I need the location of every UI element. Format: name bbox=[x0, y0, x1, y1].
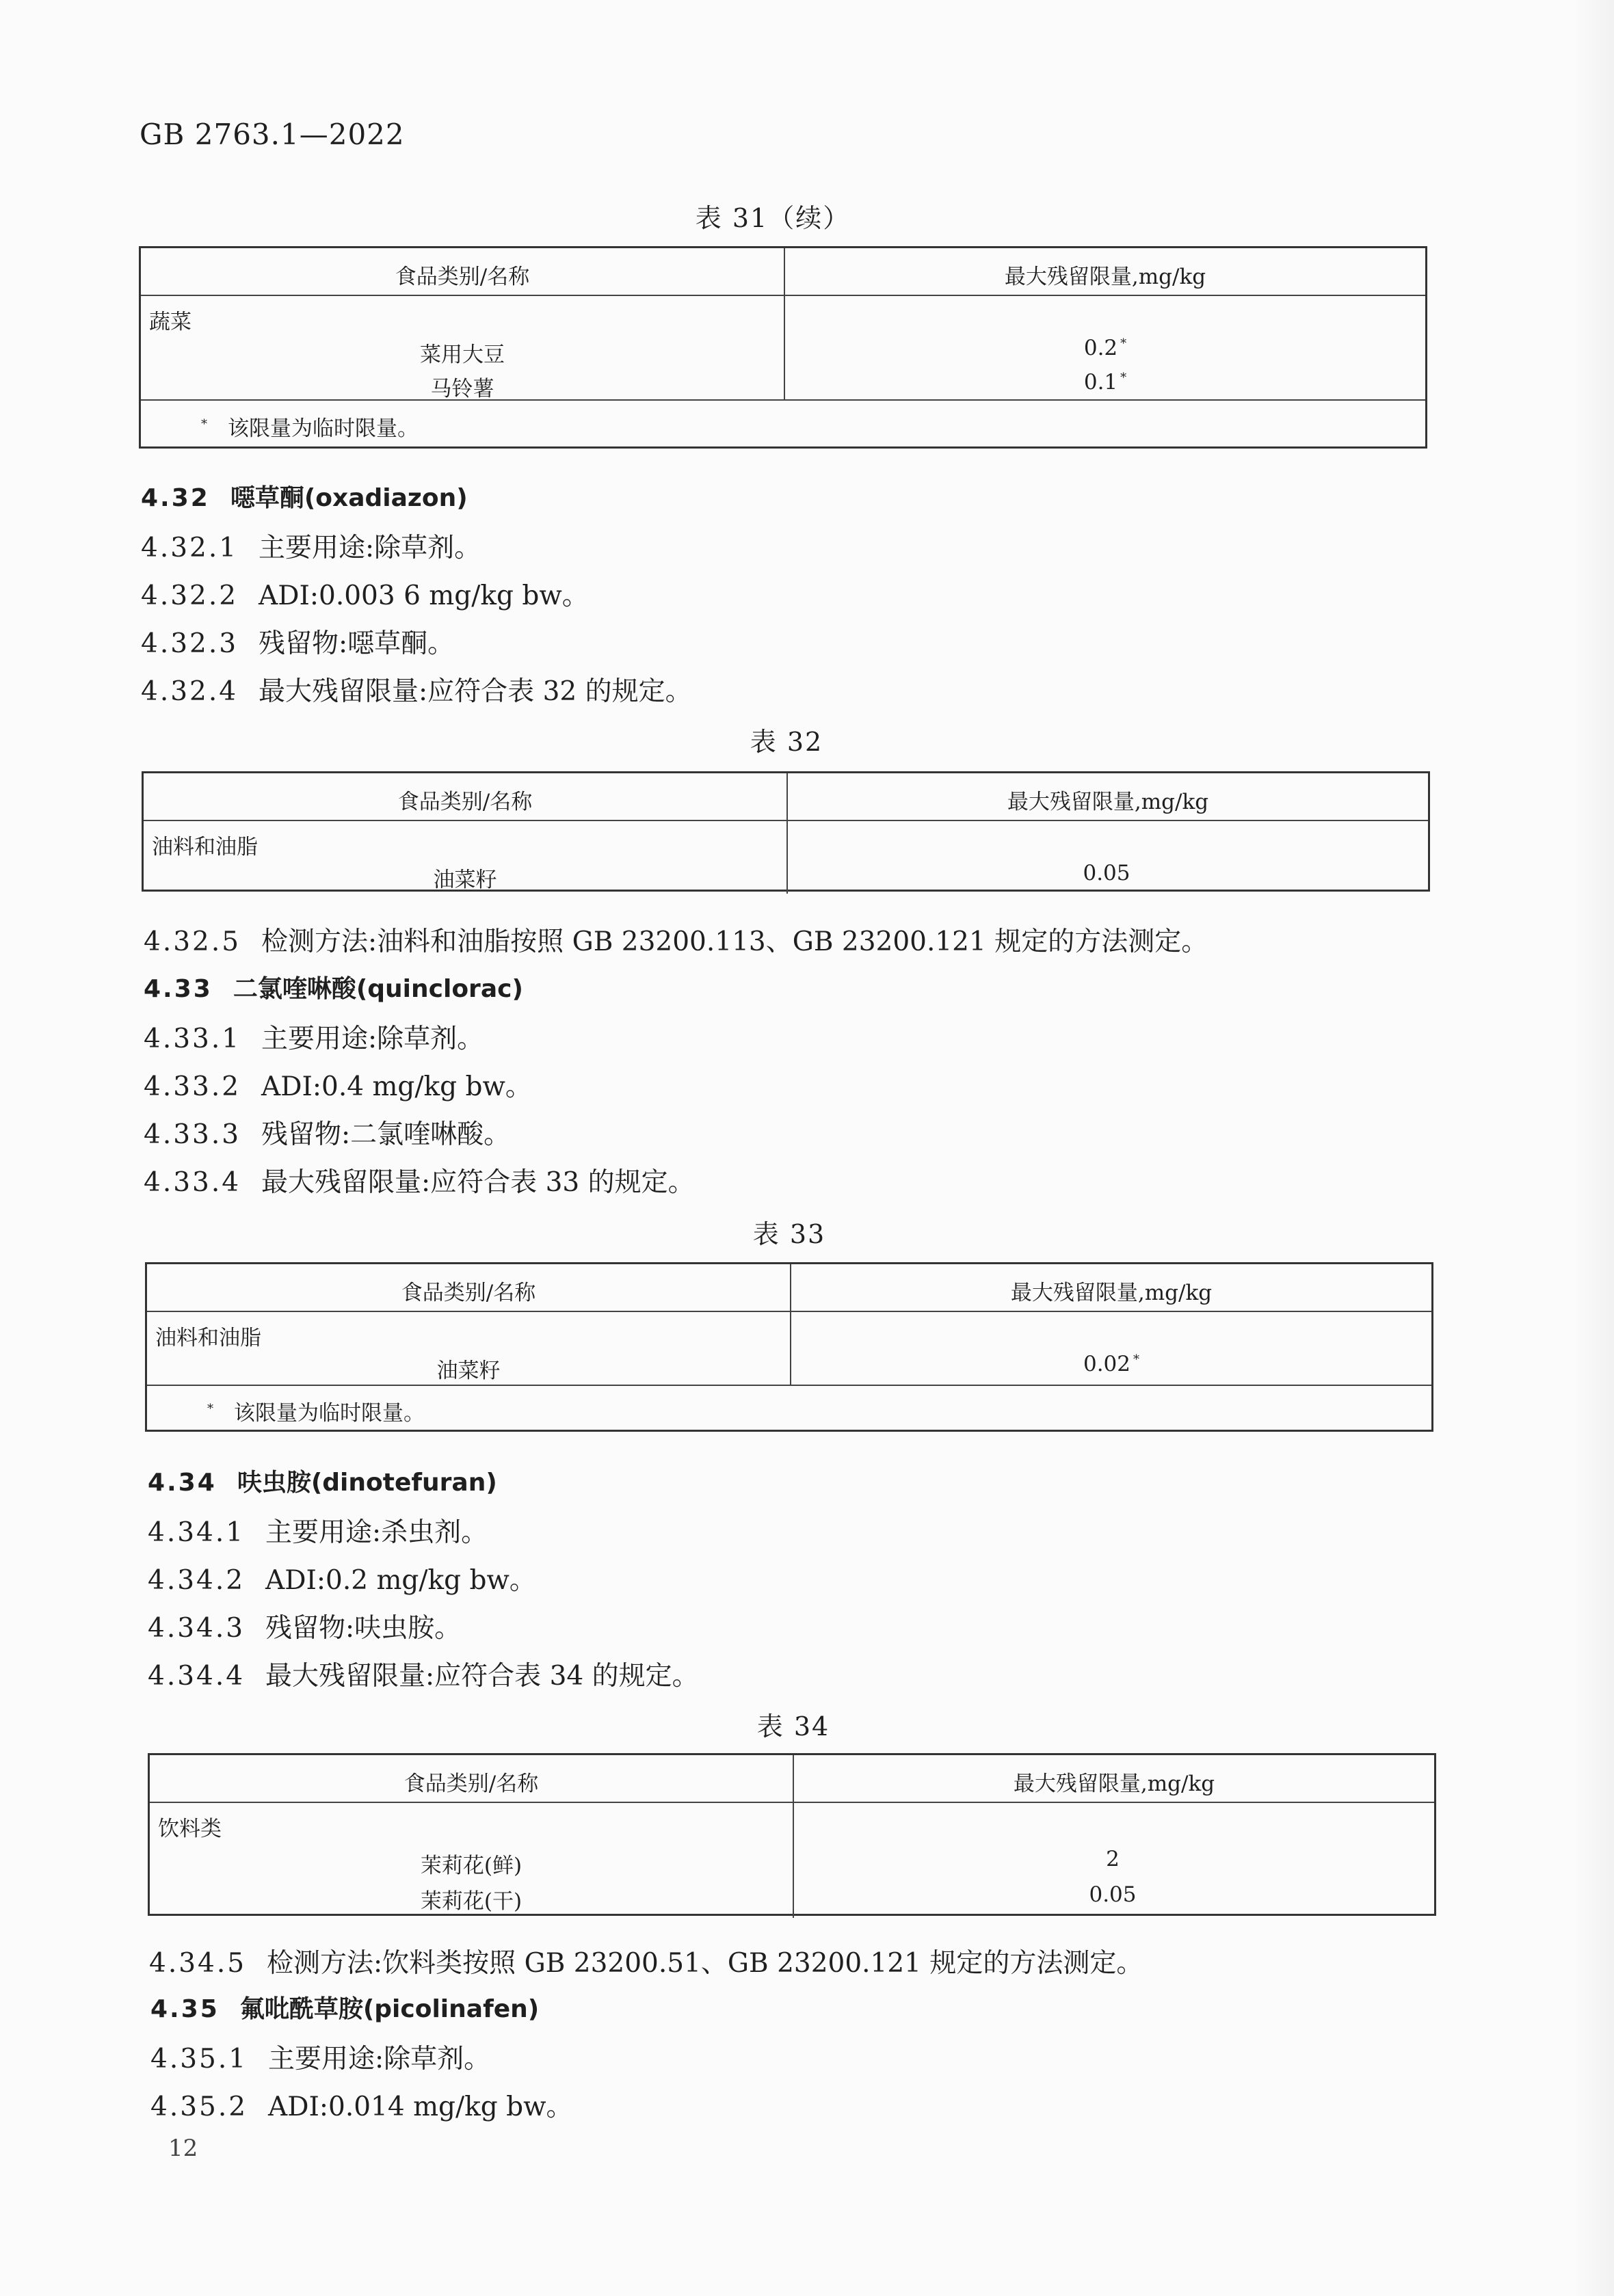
section-item: 4.33.1 主要用途:除草剂。 bbox=[144, 1024, 484, 1054]
section-heading: 4.34 呋虫胺(dinotefuran) bbox=[148, 1469, 497, 1497]
section-item: 4.32.4 最大残留限量:应符合表 32 的规定。 bbox=[141, 676, 692, 707]
section-item: 4.34.1 主要用途:杀虫剂。 bbox=[148, 1517, 488, 1548]
food-name: 马铃薯 bbox=[430, 377, 494, 401]
section-item: 4.34.3 残留物:呋虫胺。 bbox=[148, 1613, 462, 1644]
food-name: 菜用大豆 bbox=[420, 343, 505, 367]
limit-value: 0.05 bbox=[1089, 1882, 1137, 1907]
table-34 bbox=[148, 1753, 1436, 1916]
table-33 bbox=[145, 1262, 1433, 1432]
table-header-food: 食品类别/名称 bbox=[395, 265, 530, 289]
table-header-food: 食品类别/名称 bbox=[401, 1281, 536, 1305]
table-31 bbox=[139, 246, 1427, 449]
table-31-caption: 表 31（续） bbox=[695, 203, 851, 233]
section-item: 4.35.1 主要用途:除草剂。 bbox=[150, 2044, 491, 2074]
food-name: 油菜籽 bbox=[436, 1359, 501, 1383]
limit-value: 0.1 * bbox=[1083, 370, 1127, 395]
limit-value: 0.05 bbox=[1083, 861, 1130, 885]
section-heading: 4.35 氟吡酰草胺(picolinafen) bbox=[150, 1995, 540, 2023]
section-item: 4.33.3 残留物:二氯喹啉酸。 bbox=[144, 1119, 511, 1150]
table-footnote: * 该限量为临时限量。 bbox=[207, 1401, 425, 1426]
table-header-limit: 最大残留限量,mg/kg bbox=[1004, 265, 1206, 289]
table-header-food: 食品类别/名称 bbox=[404, 1772, 539, 1796]
food-group: 油料和油脂 bbox=[155, 1326, 261, 1350]
section-item: 4.33.4 最大残留限量:应符合表 33 的规定。 bbox=[144, 1167, 695, 1198]
section-item: 4.34.5 检测方法:饮料类按照 GB 23200.51、GB 23200.121 规定的方法测定。 bbox=[149, 1948, 1143, 1979]
food-name: 油菜籽 bbox=[433, 868, 497, 892]
section-item: 4.34.4 最大残留限量:应符合表 34 的规定。 bbox=[148, 1661, 699, 1692]
table-32 bbox=[142, 771, 1430, 892]
table-32-caption: 表 32 bbox=[750, 727, 823, 757]
food-name: 茉莉花(鲜) bbox=[420, 1854, 522, 1878]
limit-value: 0.02 * bbox=[1083, 1352, 1140, 1376]
section-item: 4.33.2 ADI:0.4 mg/kg bw。 bbox=[144, 1071, 532, 1102]
section-heading: 4.32 噁草酮(oxadiazon) bbox=[141, 484, 468, 512]
table-33-caption: 表 33 bbox=[752, 1219, 826, 1249]
page-edge-shadow bbox=[1573, 0, 1614, 2296]
food-name: 茉莉花(干) bbox=[420, 1889, 522, 1914]
food-group: 油料和油脂 bbox=[152, 835, 258, 859]
food-group: 蔬菜 bbox=[149, 310, 191, 334]
section-heading: 4.33 二氯喹啉酸(quinclorac) bbox=[144, 975, 523, 1003]
limit-value: 0.2 * bbox=[1083, 336, 1127, 360]
limit-value: 2 bbox=[1106, 1847, 1120, 1871]
table-header-limit: 最大残留限量,mg/kg bbox=[1007, 790, 1209, 814]
table-header-limit: 最大残留限量,mg/kg bbox=[1013, 1772, 1215, 1796]
page-number: 12 bbox=[168, 2135, 198, 2162]
table-footnote: * 该限量为临时限量。 bbox=[201, 416, 419, 441]
document-code: GB 2763.1—2022 bbox=[140, 118, 405, 151]
table-34-caption: 表 34 bbox=[756, 1711, 830, 1741]
section-item: 4.32.2 ADI:0.003 6 mg/kg bw。 bbox=[141, 580, 589, 611]
section-item: 4.35.2 ADI:0.014 mg/kg bw。 bbox=[150, 2092, 573, 2122]
food-group: 饮料类 bbox=[158, 1817, 222, 1841]
section-item: 4.32.1 主要用途:除草剂。 bbox=[141, 533, 481, 563]
table-header-food: 食品类别/名称 bbox=[397, 790, 533, 814]
section-item: 4.32.3 残留物:噁草酮。 bbox=[141, 628, 455, 659]
section-item: 4.32.5 检测方法:油料和油脂按照 GB 23200.113、GB 23200.121 规定的方法测定。 bbox=[144, 926, 1208, 957]
table-header-limit: 最大残留限量,mg/kg bbox=[1010, 1281, 1213, 1305]
section-item: 4.34.2 ADI:0.2 mg/kg bw。 bbox=[148, 1565, 536, 1596]
